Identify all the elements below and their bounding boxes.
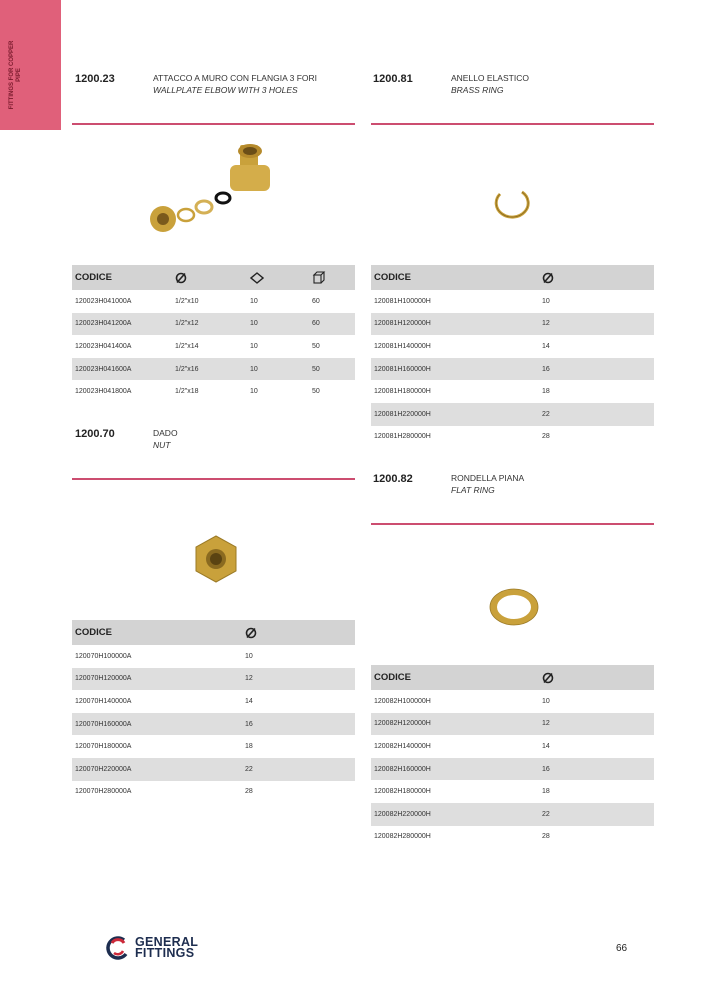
- table-cell: 10: [542, 297, 550, 305]
- diameter-icon: [242, 620, 355, 645]
- product-name-it: ANELLO ELASTICO: [451, 73, 529, 83]
- table-cell: 18: [542, 388, 550, 396]
- table-cell: 120070H160000A: [72, 713, 242, 736]
- flat-washer-image: [485, 585, 545, 629]
- diameter-icon: [172, 265, 247, 290]
- table-cell: 120081H140000H: [374, 342, 431, 350]
- table-cell: 10: [250, 297, 258, 305]
- table-row: [72, 645, 355, 668]
- table-row: [371, 335, 654, 358]
- table-cell: 60: [312, 297, 320, 305]
- table-cell: 16: [242, 713, 355, 736]
- table-cell: 16: [539, 758, 654, 781]
- side-section-label: FITTINGS FOR COPPER PIPE: [9, 40, 22, 110]
- section-divider: [72, 478, 355, 480]
- logo-mark-icon: [105, 935, 131, 961]
- table-row: [72, 713, 355, 736]
- table-cell: 22: [242, 758, 355, 781]
- table-cell: 50: [312, 388, 320, 396]
- header-codice: CODICE: [72, 265, 172, 290]
- table-cell: 120070H280000A: [75, 788, 132, 796]
- table-cell: 14: [245, 697, 253, 705]
- table-row: [371, 380, 654, 403]
- table-cell: 28: [245, 788, 253, 796]
- table-row: [72, 690, 355, 713]
- section-divider: [371, 523, 654, 525]
- table-cell: 10: [542, 697, 550, 705]
- table-cell: 28: [542, 833, 550, 841]
- table-row: [371, 780, 654, 803]
- table-cell: 120082H140000H: [374, 742, 431, 750]
- table-cell: 120082H180000H: [374, 788, 431, 796]
- product-code: 1200.23: [75, 73, 115, 85]
- table-cell: 1/2"x14: [175, 342, 199, 350]
- table-cell: 120023H041200A: [72, 313, 172, 336]
- table-cell: 16: [539, 358, 654, 381]
- table-row: [72, 380, 355, 403]
- table-row: [371, 290, 654, 313]
- table-row: [371, 426, 654, 449]
- header-codice: CODICE: [72, 620, 242, 645]
- table-cell: 120023H041800A: [75, 388, 132, 396]
- table-row: [371, 690, 654, 713]
- table-row: [72, 290, 355, 313]
- product-name-it: ATTACCO A MURO CON FLANGIA 3 FORI: [153, 73, 318, 83]
- table-cell: 12: [539, 713, 654, 736]
- product-code: 1200.70: [75, 428, 115, 440]
- table-cell: 120023H041400A: [75, 342, 132, 350]
- section-divider: [371, 123, 654, 125]
- table-cell: 10: [250, 388, 258, 396]
- table-row: [72, 781, 355, 804]
- table-row: [72, 358, 355, 381]
- table-cell: 1/2"x12: [172, 313, 247, 336]
- wallplate-elbow-kit-image: [140, 135, 280, 245]
- table-row: [72, 758, 355, 781]
- table-cell: 120070H140000A: [75, 697, 132, 705]
- product-code: 1200.81: [373, 73, 413, 85]
- table-cell: 120082H220000H: [371, 803, 539, 826]
- table-cell: 1/2"x10: [175, 297, 199, 305]
- wrench-size-icon: [247, 265, 309, 290]
- product-name-en: NUT: [153, 440, 171, 450]
- product-code: 1200.82: [373, 473, 413, 485]
- table-cell: 120081H160000H: [371, 358, 539, 381]
- table-cell: 12: [539, 313, 654, 336]
- table-cell: 12: [242, 668, 355, 691]
- company-logo: [105, 935, 215, 965]
- page-number: 66: [616, 943, 628, 954]
- side-section-tab: [0, 0, 61, 130]
- product-name-it: RONDELLA PIANA: [451, 473, 525, 483]
- table-cell: 120023H041600A: [72, 358, 172, 381]
- table-cell: 120082H100000H: [374, 697, 431, 705]
- table-cell: 120082H280000H: [374, 833, 431, 841]
- table-cell: 120081H280000H: [374, 433, 431, 441]
- table-cell: 60: [309, 313, 355, 336]
- hex-nut-image: [190, 533, 242, 585]
- table-row: [72, 313, 355, 336]
- table-row: [371, 713, 654, 736]
- table-cell: 120070H120000A: [72, 668, 242, 691]
- table-cell: 120081H120000H: [371, 313, 539, 336]
- table-cell: 120081H100000H: [374, 297, 431, 305]
- table-row: [371, 403, 654, 426]
- table-row: [371, 803, 654, 826]
- product-name-it: DADO: [153, 428, 178, 438]
- logo-text-line1: GENERAL: [135, 935, 199, 949]
- product-name-en: FLAT RING: [451, 485, 495, 495]
- diameter-icon: [539, 265, 654, 290]
- table-cell: 14: [542, 742, 550, 750]
- table-cell: 18: [245, 743, 253, 751]
- diameter-icon: [539, 665, 654, 690]
- logo-text-line2: FITTINGS: [135, 946, 195, 960]
- spec-table: [371, 665, 654, 848]
- table-cell: 120023H041000A: [75, 297, 132, 305]
- table-cell: 10: [245, 652, 253, 660]
- table-row: [371, 758, 654, 781]
- table-cell: 120070H100000A: [75, 652, 132, 660]
- product-name-en: WALLPLATE ELBOW WITH 3 HOLES: [153, 85, 298, 95]
- header-codice: CODICE: [371, 265, 539, 290]
- table-cell: 120082H160000H: [371, 758, 539, 781]
- table-cell: 1/2"x16: [172, 358, 247, 381]
- table-cell: 22: [539, 803, 654, 826]
- table-row: [371, 826, 654, 849]
- table-cell: 14: [542, 342, 550, 350]
- spec-table: [72, 620, 355, 803]
- table-cell: 50: [312, 342, 320, 350]
- table-cell: 10: [247, 313, 309, 336]
- table-cell: 120070H180000A: [75, 743, 132, 751]
- table-row: [72, 735, 355, 758]
- header-codice: CODICE: [371, 665, 539, 690]
- table-row: [72, 668, 355, 691]
- table-cell: 120082H120000H: [371, 713, 539, 736]
- brass-ring-image: [480, 180, 550, 235]
- table-row: [371, 313, 654, 336]
- table-cell: 120070H220000A: [72, 758, 242, 781]
- table-cell: 50: [309, 358, 355, 381]
- table-cell: 1/2"x18: [175, 388, 199, 396]
- table-row: [72, 335, 355, 358]
- section-divider: [72, 123, 355, 125]
- box-quantity-icon: [309, 265, 355, 290]
- table-cell: 22: [539, 403, 654, 426]
- product-name-en: BRASS RING: [451, 85, 504, 95]
- table-row: [371, 358, 654, 381]
- table-cell: 120081H180000H: [374, 388, 431, 396]
- table-cell: 28: [542, 433, 550, 441]
- table-cell: 10: [250, 342, 258, 350]
- table-row: [371, 735, 654, 758]
- table-cell: 18: [542, 788, 550, 796]
- spec-table: [371, 265, 654, 448]
- table-cell: 10: [247, 358, 309, 381]
- table-cell: 120081H220000H: [371, 403, 539, 426]
- spec-table: [72, 265, 355, 403]
